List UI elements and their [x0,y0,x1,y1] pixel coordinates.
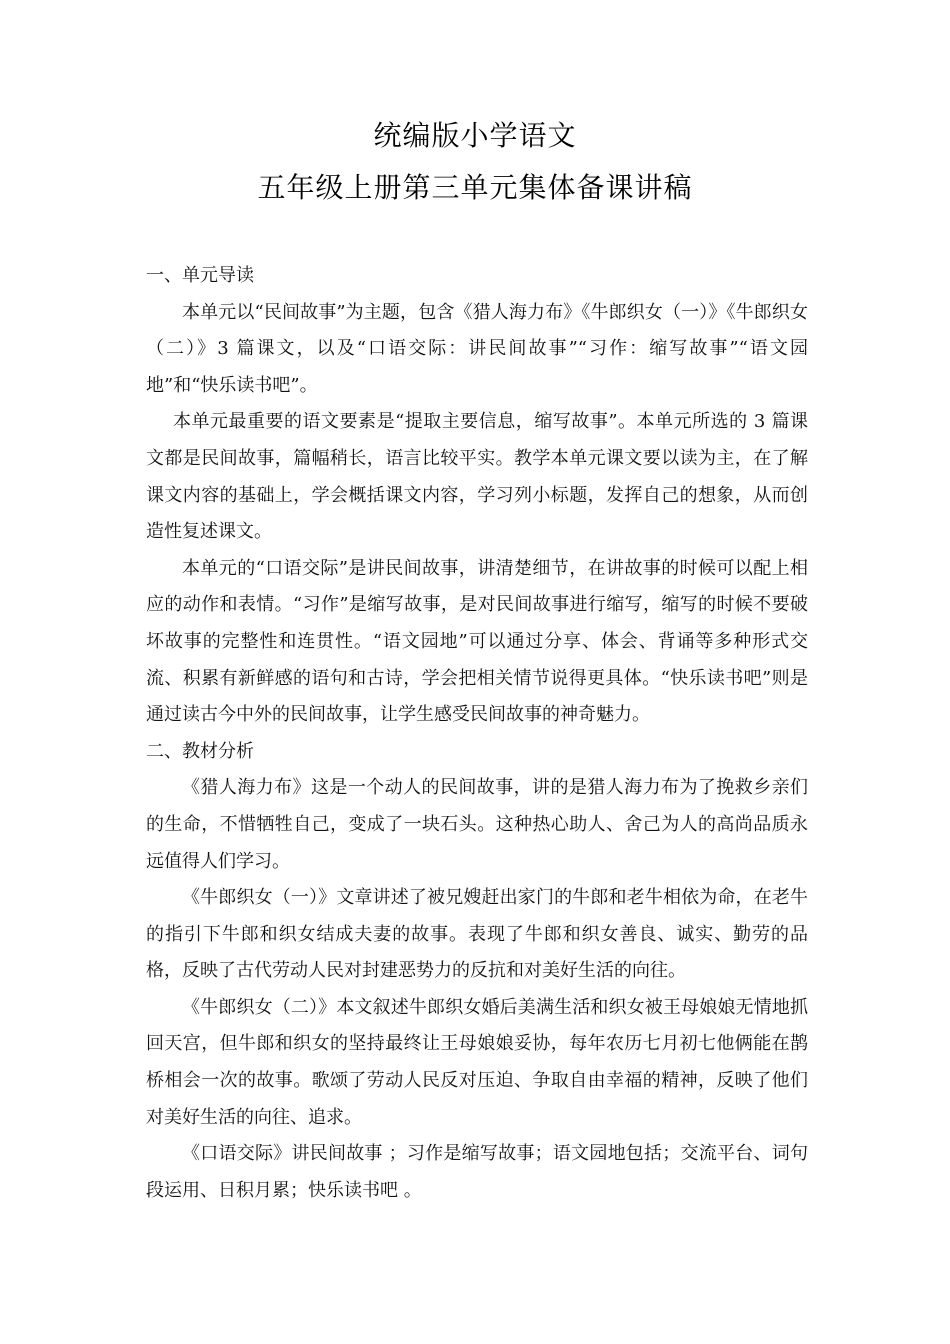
paragraph-analysis-oral-communication: 《口语交际》讲民间故事 ；习作是缩写故事；语文园地包括；交流平台、词句段运用、日积月累；快乐读书吧 。 [146,1143,808,1201]
paragraph-analysis-hailibu: 《猎人海力布》这是一个动人的民间故事，讲的是猎人海力布为了挽救乡亲们的生命，不惜牺牲自己，变成了一块石头。这种热心助人、舍己为人的高尚品质永远值得人们学习。 [146,777,808,872]
document-title-line1: 统编版小学语文 [373,119,577,152]
paragraph-unit-intro-2: 本单元最重要的语文要素是“提取主要信息，缩写故事”。本单元所选的 3 篇课文都是民间故事，篇幅稍长，语言比较平实。教学本单元课文要以读为主，在了解课文内容的基础上，学会概括课文内容，学习列小标题，发挥自己的想象，从而创造性复述课文。 [146,411,808,543]
paragraph-unit-intro-1: 本单元以“民间故事”为主题，包含《猎人海力布》《牛郎织女（一）》《牛郎织女（二）》3 篇课文，以及“口语交际：讲民间故事”“习作：缩写故事”“语文园地”和“快乐读书吧”。 [146,301,808,396]
document-title-line2: 五年级上册第三单元集体备课讲稿 [257,171,693,204]
paragraph-analysis-niulang-1: 《牛郎织女（一）》文章讲述了被兄嫂赶出家门的牛郎和老牛相依为命，在老牛的指引下牛郎和织女结成夫妻的故事。表现了牛郎和织女善良、诚实、勤劳的品格，反映了古代劳动人民对封建恶势力的反抗和对美好生活的向往。 [146,887,808,982]
section-heading-unit-intro: 一、单元导读 [146,265,254,286]
paragraph-analysis-niulang-2: 《牛郎织女（二）》本文叙述牛郎织女婚后美满生活和织女被王母娘娘无情地抓回天宫，但牛郎和织女的坚持最终让王母娘娘妥协，每年农历七月初七他俩能在鹊桥相会一次的故事。歌颂了劳动人民反对压迫、争取自由幸福的精神，反映了他们对美好生活的向往、追求。 [146,996,808,1128]
section-heading-material-analysis: 二、教材分析 [146,740,254,762]
paragraph-unit-intro-3: 本单元的“口语交际”是讲民间故事，讲清楚细节，在讲故事的时候可以配上相应的动作和表情。“习作”是缩写故事，是对民间故事进行缩写，缩写的时候不要破坏故事的完整性和连贯性。“语文园地”可以通过分享、体会、背诵等多种形式交流、积累有新鲜感的语句和古诗，学会把相关情节说得更具体。“快乐读书吧”则是通过读古今中外的民间故事，让学生感受民间故事的神奇魅力。 [146,557,808,726]
document-body [146,258,808,1209]
